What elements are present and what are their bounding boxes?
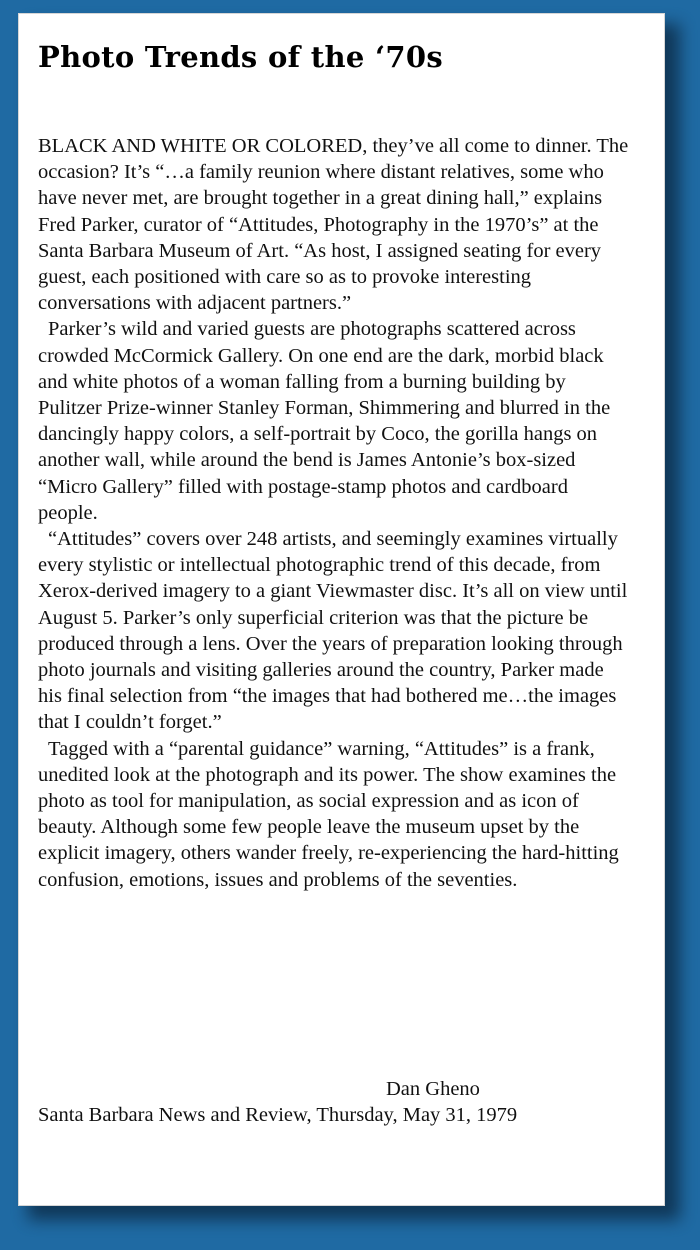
article-headline: Photo Trends of the ‘70s	[38, 40, 443, 74]
article-author: Dan Gheno	[386, 1078, 480, 1100]
article-paragraph: Tagged with a “parental guidance” warning, “Attitudes” is a frank, unedited look at the photograph and its power. The show examines the photo as tool for manipulation, as social expression and as icon of beauty. Although some few people leave the museum upset by the explicit imagery, others wander freely, re-experiencing the hard-hitting confusion, emotions, issues and problems of the seventies.	[38, 737, 619, 891]
article-paragraph: Parker’s wild and varied guests are photographs scattered across crowded McCormick Gallery. On one end are the dark, morbid black and white photos of a woman falling from a burning building by Pulitzer Prize-winner Stanley Forman, Shimmering and blurred in the dancingly happy colors, a self-portrait by Coco, the gorilla hangs on another wall, while around the bend is James Antonie’s box-sized “Micro Gallery” filled with postage-stamp photos and cardboard people.	[38, 318, 611, 524]
article-body	[38, 133, 632, 893]
article-paragraph: BLACK AND WHITE OR COLORED, they’ve all come to dinner. The occasion? It’s “…a family reunion where distant relatives, some who have never met, are brought together in a great dining hall,” explains Fred Parker, curator of “Attitudes, Photography in the 1970’s” at the Santa Barbara Museum of Art. “As host, I assigned seating for every guest, each positioned with care so as to provoke interesting conversations with adjacent partners.”	[38, 135, 629, 315]
article-source: Santa Barbara News and Review, Thursday, May 31, 1979	[38, 1104, 518, 1126]
article-paragraph: “Attitudes” covers over 248 artists, and seemingly examines virtually every stylistic or intellectual photographic trend of this decade, from Xerox-derived imagery to a giant Viewmaster disc. It’s all on view until August 5. Parker’s only superficial criterion was that the picture be produced through a lens. Over the years of preparation looking through photo journals and visiting galleries around the country, Parker made his final selection from “the images that had bothered me…the images that I couldn’t forget.”	[38, 528, 628, 734]
